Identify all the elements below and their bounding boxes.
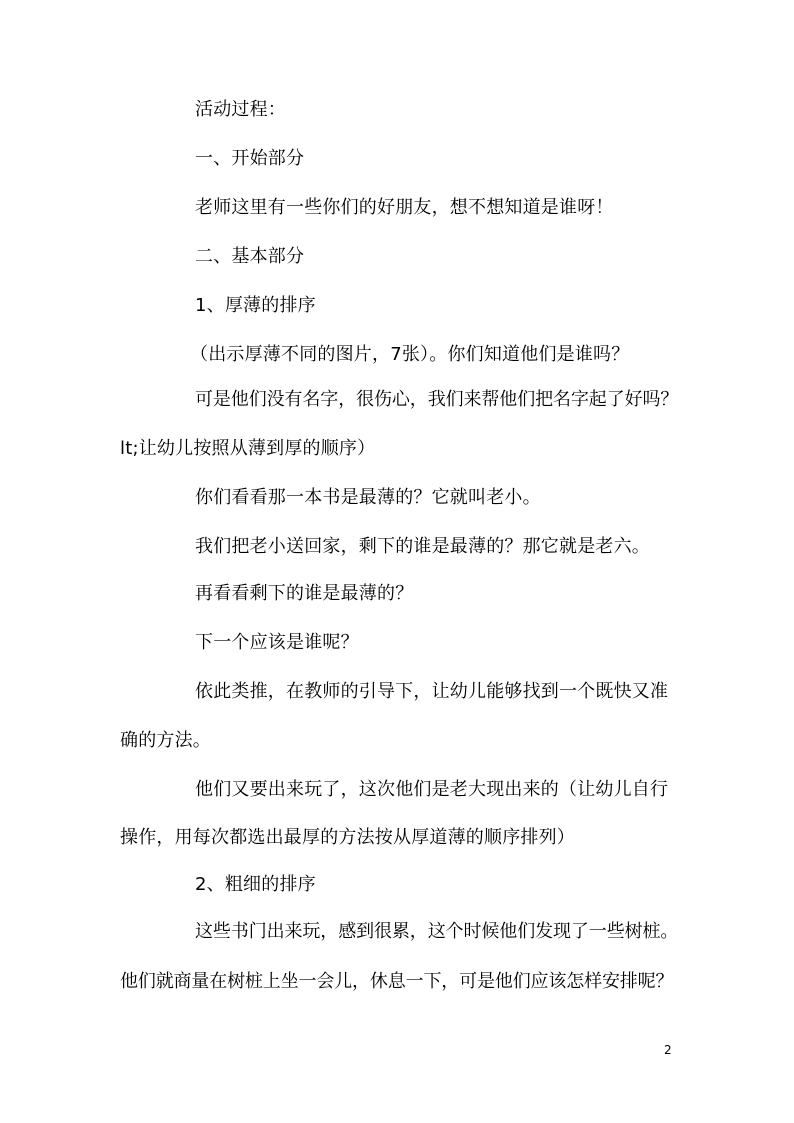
paragraph-line: 再看看剩下的谁是最薄的？ xyxy=(195,583,414,604)
paragraph-line: 确的方法。 xyxy=(120,730,211,751)
paragraph-line: 依此类推，在教师的引导下，让幼儿能够找到一个既快又准 xyxy=(195,681,669,702)
paragraph-line: 操作，用每次都选出最厚的方法按从厚道薄的顺序排列） xyxy=(120,827,575,848)
paragraph-line: 我们把老小送回家，剩下的谁是最薄的？那它就是老六。 xyxy=(195,536,650,557)
page-number: 2 xyxy=(664,1043,672,1057)
paragraph-line: lt;让幼儿按照从薄到厚的顺序） xyxy=(120,438,376,459)
section-heading-start: 一、开始部分 xyxy=(195,148,305,169)
paragraph-line: （出示厚薄不同的图片，7张）。你们知道他们是谁吗？ xyxy=(190,344,630,365)
paragraph-line: 这些书门出来玩，感到很累，这个时候他们发现了一些树桩。 xyxy=(195,921,679,942)
subheading-thickness-sorting: 1、厚薄的排序 xyxy=(195,295,316,316)
subheading-size-sorting: 2、粗细的排序 xyxy=(195,874,316,895)
paragraph-line: 你们看看那一本书是最薄的？它就叫老小。 xyxy=(195,487,541,508)
section-heading-basic: 二、基本部分 xyxy=(195,246,305,267)
paragraph-line: 可是他们没有名字，很伤心，我们来帮他们把名字起了好吗？ xyxy=(195,389,679,410)
paragraph-line: 他们就商量在树桩上坐一会儿，休息一下，可是他们应该怎样安排呢？ xyxy=(120,971,674,992)
paragraph-line: 老师这里有一些你们的好朋友，想不想知道是谁呀！ xyxy=(195,197,614,218)
paragraph-line: 下一个应该是谁呢？ xyxy=(195,632,359,653)
section-heading-activity-process: 活动过程： xyxy=(195,99,286,120)
paragraph-line: 他们又要出来玩了，这次他们是老大现出来的（让幼儿自行 xyxy=(195,779,669,800)
